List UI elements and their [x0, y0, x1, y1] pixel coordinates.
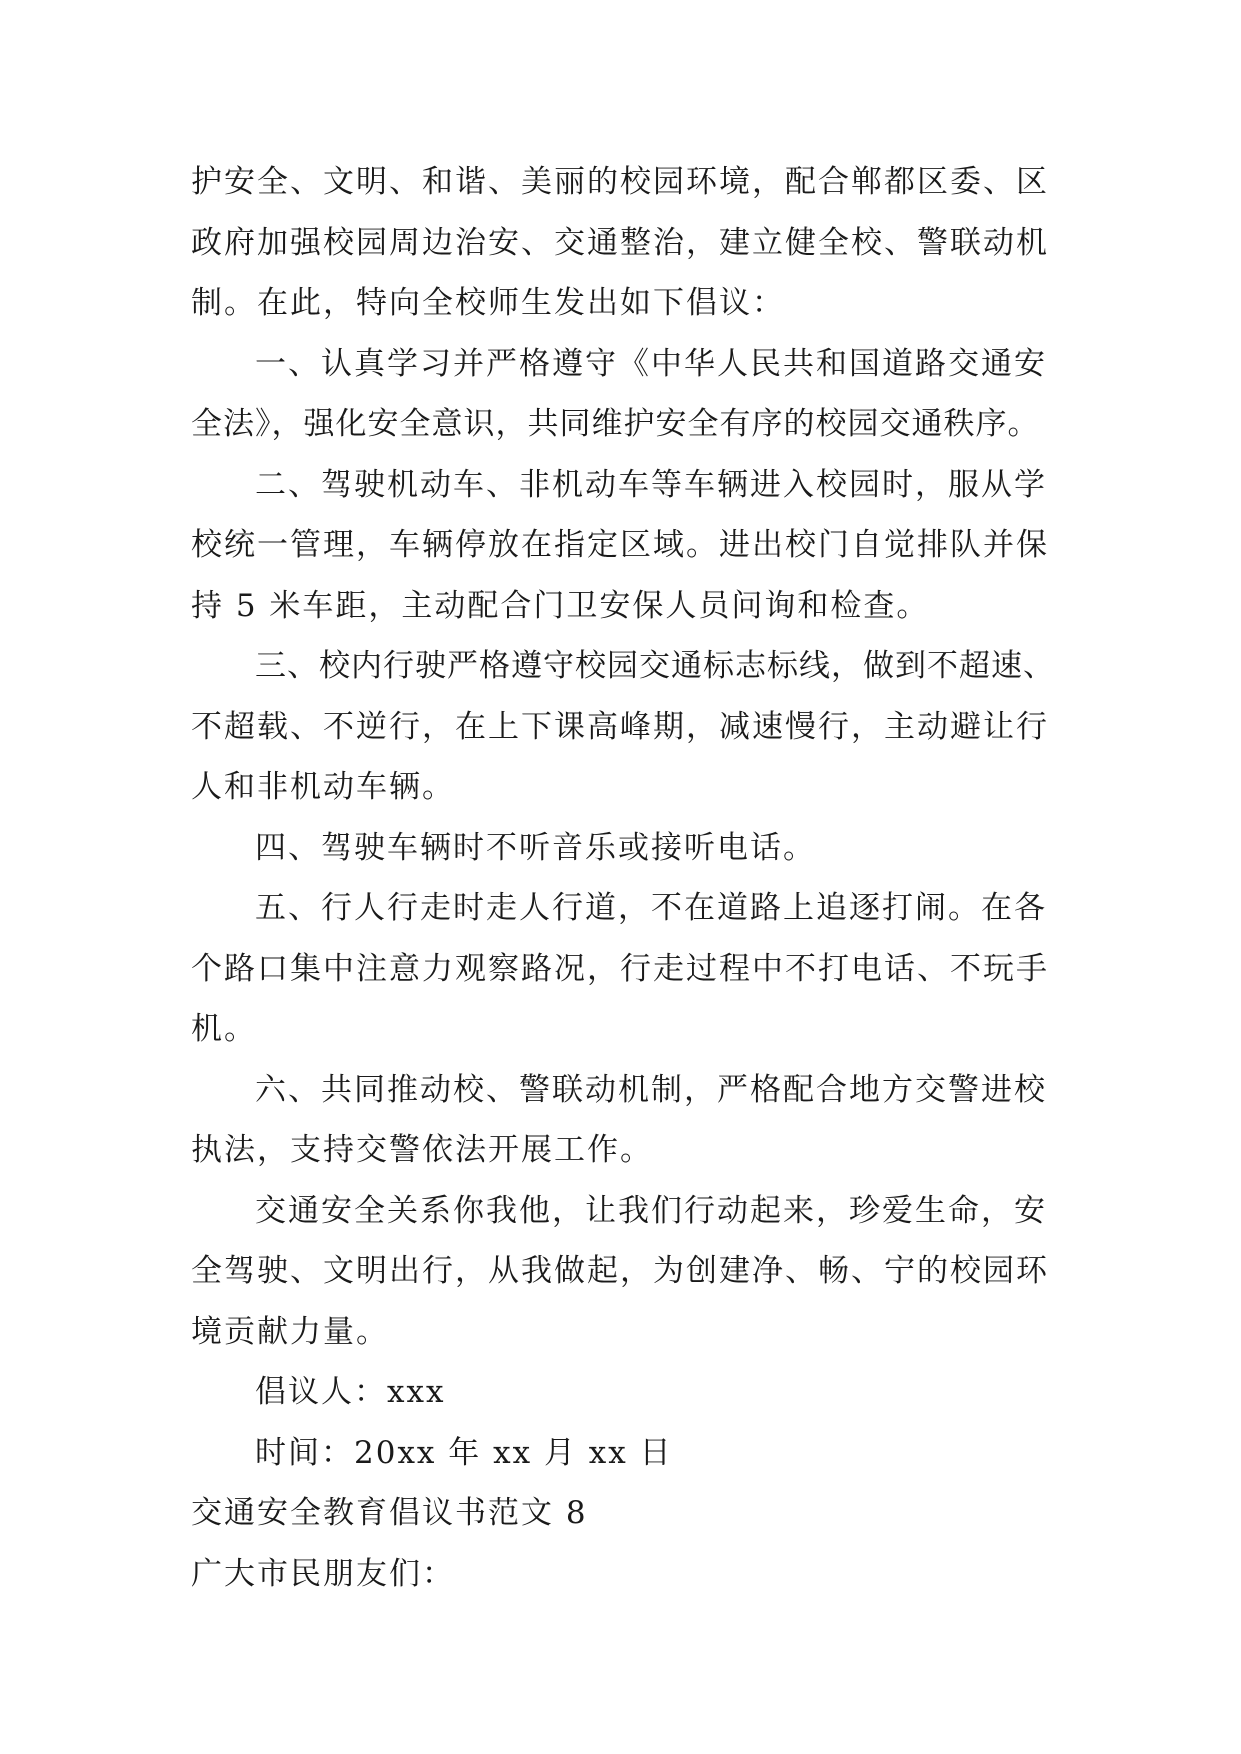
text-line: 境贡献力量。 — [191, 1313, 389, 1350]
document-body — [191, 152, 1055, 1604]
text-line: 全法》，强化安全意识，共同维护安全有序的校园交通秩序。 — [191, 406, 1040, 442]
text-line: 一、认真学习并严格遵守《中华人民共和国道路交通安 — [255, 345, 1047, 382]
text-line: 机。 — [191, 1011, 257, 1047]
text-line: 全驾驶、文明出行，从我做起，为创建净、畅、宁的校园环 — [191, 1253, 1049, 1289]
text-line: 交通安全关系你我他，让我们行动起来，珍爱生命，安 — [255, 1192, 1047, 1229]
date-line: 时间：20xx 年 xx 月 xx 日 — [255, 1434, 673, 1471]
text-line: 四、驾驶车辆时不听音乐或接听电话。 — [255, 829, 816, 866]
text-line: 政府加强校园周边治安、交通整治，建立健全校、警联动机 — [191, 224, 1049, 261]
text-line: 校统一管理，车辆停放在指定区域。进出校门自觉排队并保 — [191, 527, 1049, 563]
text-line: 护安全、文明、和谐、美丽的校园环境，配合郸都区委、区 — [191, 164, 1049, 200]
signatory-line: 倡议人：xxx — [255, 1374, 446, 1410]
text-line: 人和非机动车辆。 — [191, 769, 455, 805]
salutation-line: 广大市民朋友们： — [191, 1555, 455, 1592]
text-line: 个路口集中注意力观察路况，行走过程中不打电话、不玩手 — [191, 950, 1049, 987]
text-line: 不超载、不逆行，在上下课高峰期，减速慢行，主动避让行 — [191, 708, 1049, 745]
text-line: 制。在此，特向全校师生发出如下倡议： — [191, 285, 785, 321]
text-line: 持 5 米车距，主动配合门卫安保人员问询和检查。 — [191, 587, 930, 624]
text-line: 执法，支持交警依法开展工作。 — [191, 1132, 653, 1168]
text-line: 五、行人行走时走人行道，不在道路上追逐打闹。在各 — [255, 890, 1047, 926]
section-heading: 交通安全教育倡议书范文 8 — [191, 1495, 588, 1531]
text-line: 二、驾驶机动车、非机动车等车辆进入校园时，服从学 — [255, 466, 1047, 503]
text-line: 三、校内行驶严格遵守校园交通标志标线，做到不超速、 — [255, 648, 1055, 684]
text-line: 六、共同推动校、警联动机制，严格配合地方交警进校 — [255, 1071, 1047, 1108]
